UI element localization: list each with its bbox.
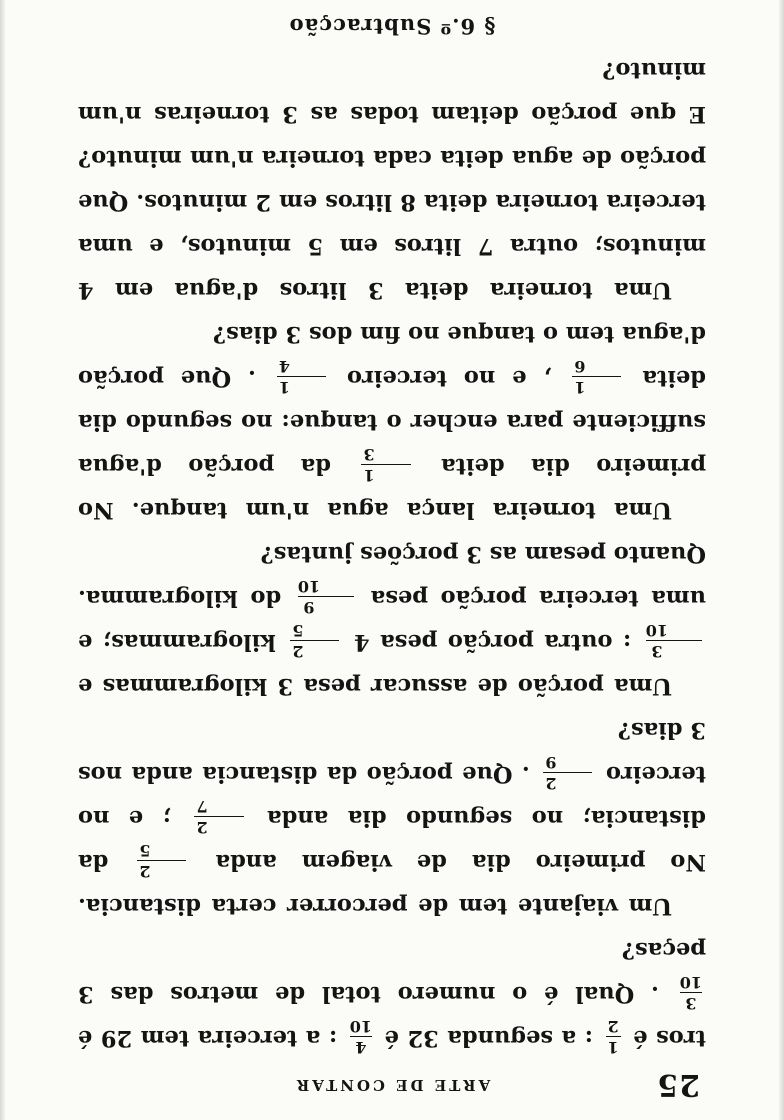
fraction: 1 2 bbox=[607, 1017, 619, 1058]
paragraph-three-taps: Uma torneira deita 3 litros d'agua em 4 minutos; outra 7 litros em 5 minutos, e uma terceira torneira deita 8 litros em 2 minutos. Que porção de agua deita cada torneira n'um minuto? E que porção deitam todas as 3 torneiras n'um minuto? bbox=[78, 57, 706, 303]
paragraph-same-denominator bbox=[78, 0, 706, 4]
fraction: 2 5 bbox=[290, 623, 339, 660]
fraction: 1 6 bbox=[572, 359, 621, 396]
fraction: 9 10 bbox=[298, 579, 354, 616]
fraction: 1 4 bbox=[277, 359, 326, 396]
paragraph-tap-tank: Uma torneira lança agua n'um tanque. No primeiro dia deita 1 3 da porção d'agua sufficiente para encher o tanque: no segundo dia deita 1 6 , e no terceiro 1 4 . Que porção d'agua tem o tanque no fim dos 3 dias? bbox=[77, 321, 706, 523]
page-edge-left bbox=[778, 0, 784, 1120]
fraction: 1 3 bbox=[361, 447, 410, 484]
fraction: 4 10 bbox=[349, 1017, 373, 1058]
page-body bbox=[78, 0, 706, 1060]
page-edge-right bbox=[0, 0, 6, 1120]
page-header bbox=[0, 1066, 784, 1106]
fraction: 3 10 bbox=[646, 623, 702, 660]
page-number: 25 bbox=[656, 1067, 700, 1102]
paragraph-traveller: Um viajante tem de percorrer certa distancia. No primeiro dia de viagem anda 2 5 da distancia; no segundo dia anda 2 7 ; e no terceiro 2 9 . Que porção da distancia anda nos 3 dias? bbox=[78, 717, 706, 919]
paragraph-sugar: Uma porção de assucar pesa 3 kilogrammas e 3 10 : outra porção pesa 4 2 5 kilogrammas; e uma terceira porção pesa 9 10 do kilogramma. Quanto pesam as 3 porções juntas? bbox=[78, 541, 706, 699]
fraction: 2 5 bbox=[137, 843, 186, 880]
fraction: 2 9 bbox=[543, 755, 592, 792]
fraction: 2 7 bbox=[194, 799, 243, 836]
section-heading: § 6.º Subtracção bbox=[288, 14, 496, 39]
paragraph-pieces-of-cloth: tros é 1 2 : a segunda 32 é 4 10 : a terceira tem 29 é 3 10 . Qual é o numero total de metros das 3 peças? bbox=[77, 937, 706, 1058]
running-title: ARTE DE CONTAR bbox=[293, 1076, 491, 1094]
fraction: 3 10 bbox=[679, 973, 702, 1014]
